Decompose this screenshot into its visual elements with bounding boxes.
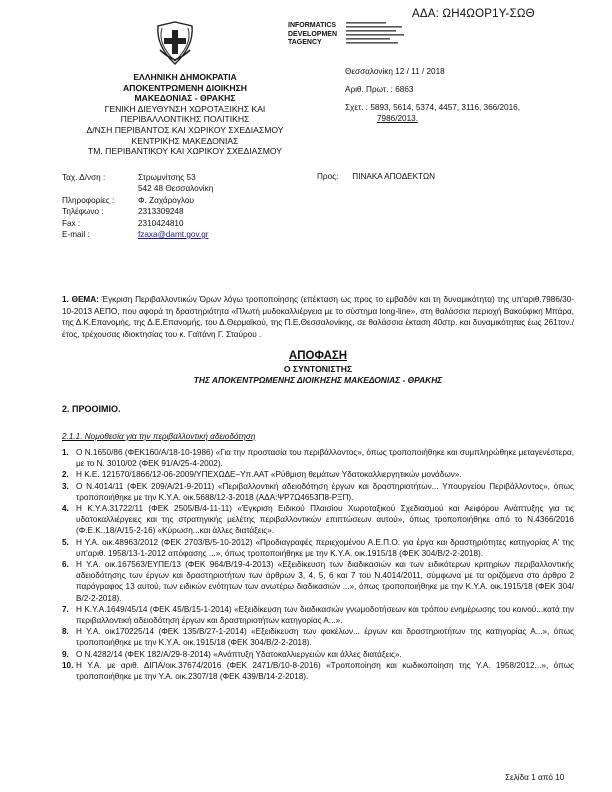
document-date: Θεσσαλονίκη 12 / 11 / 2018 — [345, 67, 445, 76]
list-item-number: 7. — [62, 604, 69, 614]
list-item-text: Η Κ.Υ.Α.1649/45/14 (ΦΕΚ 45/Β/15-1-2014) «Εξειδίκευση των διαδικασιών γνωμοδοτήσεων και τρόπου ενημέρωσης του κοινού...κατά την περιβαλλοντική αδειοδότηση έργων και δραστηριοτήτων κατηγορίας Α...». — [76, 604, 574, 626]
contact-value: 542 48 Θεσσαλονίκη — [138, 184, 214, 194]
list-item — [62, 660, 574, 682]
list-item-number: 10. — [62, 660, 74, 670]
list-item-text: Ο Ν.4014/11 (ΦΕΚ 209/Α/21-9-2011) «Περιβαλλοντική αδειοδότηση έργων και δραστηριοτήτων... Υπουργείου Περιβάλλοντος», όπως τροποποιήθηκε με την Κ.Υ.Α. οικ.5688/12-3-2018 (ΑΔΑ:ΨΡ7Ω4653Π8-ΡΞΠ). — [76, 481, 574, 502]
list-item — [62, 649, 574, 660]
list-item-text: Ο Ν.1650/86 (ΦΕΚ160/Α/18-10-1986) «Για την προστασία του περιβάλλοντος», όπως τροποποιήθηκε και συμπληρώθηκε μεταγενέστερα, με το Ν. 3010/02 (ΦΕΚ 91/Α/25-4-2002). — [76, 448, 574, 469]
contact-key: Fax : — [62, 218, 81, 228]
list-item-text: Η Υ.Α. οικ.167563/ΕΥΠΕ/13 (ΦΕΚ 964/Β/19-4-2013) «Εξειδίκευση των διαδικασιών και των ειδικότερων κριτηρίων περιβαλλοντικής αδειοδότησης των έργων και δραστηριοτήτων των άρθρων 3, 4, 5, 6 και 7 του Ν.4014/2011, σύμφωνα με τα οριζόμενα στο άρθρο 2 παράγραφος 13 αυτού, των ειδικών ενότητων των ανωτέρω διαδικασιών ...», όπως τροποποιήθηκε με την Κ.Υ.Α. οικ.1915/18 (ΦΕΚ 304/Β/2-2-2018). — [76, 560, 574, 603]
list-item — [62, 626, 574, 648]
contact-key: E-mail : — [62, 230, 90, 240]
list-item — [62, 537, 574, 559]
contact-key — [62, 183, 138, 194]
list-item-text: Η Υ.Α. οικ.48963/2012 (ΦΕΚ 2703/Β/5-10-2012) «Προδιαγραφές περιεχομένου Α.Ε.Π.Ο. για έργα και δραστηριότητες κατηγορίας Α' της υπ'αριθ. 1958/13-1-2012 απόφασης ...», όπως τροποποιήθηκε με την Κ.Υ.Α. οικ.1915/18 (ΦΕΚ 304/Β/2-2-2018). — [76, 537, 574, 558]
legislation-list — [62, 447, 574, 682]
contact-value: Φ. Ζαχάρογλου — [138, 195, 194, 205]
list-item — [62, 604, 574, 626]
list-item-text: Η Υ.Α. με αριθ. ΔΙΠΑ/οικ.37674/2016 (ΦΕΚ 2471/Β/10-8-2016) «Τροποποίηση και κωδικοποίηση της Υ.Α. 1958/2012...», όπως τροποποιήθηκε με την Υ.Α. οικ.2307/18 (ΦΕΚ 439/Β/14-2-2018). — [76, 660, 574, 682]
recipient-line — [317, 172, 435, 181]
page-number: Σελίδα 1 από 10 — [505, 773, 565, 782]
authority-line: ΚΕΝΤΡΙΚΗΣ ΜΑΚΕΔΟΝΙΑΣ — [131, 135, 239, 146]
list-item-number: 3. — [62, 481, 69, 491]
email-link[interactable]: fzaxa@damt.gov.gr — [138, 230, 209, 240]
subsection-heading: 2.1.1. Νομοθεσία για την περιβαλλοντική αδειοδότηση — [62, 432, 256, 441]
contact-key: Πληροφορίες : — [62, 195, 115, 205]
contact-key: Τηλέφωνο : — [62, 207, 104, 217]
list-item-text: Η Υ.Α. οικ170225/14 (ΦΕΚ 135/Β/27-1-2014) «Εξειδίκευση των φακέλων... έργων και δραστηριοτήτων της κατηγορίας Α...», όπως τροποποιήθηκε με την Κ.Υ.Α. οικ.1915/18 (ΦΕΚ 304/Β/2-2-2018). — [76, 627, 574, 648]
greek-emblem-icon — [152, 20, 198, 66]
subject-label: 1. ΘΕΜΑ: — [62, 295, 99, 304]
contact-row — [62, 183, 213, 194]
list-item — [62, 503, 574, 537]
list-item — [62, 481, 574, 503]
section-2-heading: 2. ΠΡΟΟΙΜΙΟ. — [62, 404, 121, 414]
authority-line: ΤΜ. ΠΕΡΙΒΑΝΤΙΚΟΥ ΚΑΙ ΧΩΡΙΚΟΥ ΣΧΕΔΙΑΣΜΟΥ — [88, 146, 282, 157]
related-line-2: 7986/2013. — [377, 114, 418, 123]
protocol-number: Αριθ. Πρωτ. : 6863 — [345, 85, 414, 94]
list-item — [62, 469, 574, 480]
list-item-number: 9. — [62, 649, 69, 659]
subject-paragraph — [62, 294, 574, 341]
list-item — [62, 447, 574, 469]
fineprint-lines — [346, 21, 410, 47]
list-item-number: 2. — [62, 470, 69, 480]
decision-heading — [62, 350, 574, 385]
decision-authority: ΤΗΣ ΑΠΟΚΕΝΤΡΩΜΕΝΗΣ ΔΙΟΙΚΗΣΗΣ ΜΑΚΕΔΟΝΙΑΣ - ΘΡΑΚΗΣ — [193, 375, 443, 385]
issuing-authority-block — [20, 72, 350, 157]
contact-row — [62, 195, 213, 206]
list-item-text: Η Κ.Ε. 121570/1866/12-06-2009/ΥΠΕΧΩΔΕ–Υπ.ΑΑΤ «Ρύθμιση θεμάτων Υδατοκαλλιεργητικών μονάδων». — [76, 470, 462, 480]
contact-key: Ταχ. Δ/νση : — [62, 173, 106, 182]
authority-line: ΠΕΡΙΒΑΛΛΟΝΤΙΚΗΣ ΠΟΛΙΤΙΚΗΣ — [120, 114, 250, 125]
document-reference-block — [345, 66, 520, 124]
contact-value: Στρωμνίτσης 53 — [138, 173, 196, 182]
authority-line: ΓΕΝΙΚΗ ΔΙΕΥΘΥΝΣΗ ΧΩΡΟΤΑΞΙΚΗΣ ΚΑΙ — [104, 103, 266, 114]
recipient-value: ΠΙΝΑΚΑ ΑΠΟΔΕΚΤΩΝ — [352, 172, 435, 181]
contact-row — [62, 206, 213, 217]
related-line-1: Σχετ. : 5893, 5614, 5374, 4457, 3116, 366/2016, — [345, 103, 520, 112]
list-item-text: Η Κ.Υ.Α.31722/11 (ΦΕΚ 2505/Β/4-11-11) «Έγκριση Ειδικού Πλαισίου Χωροταξικού Σχεδιασμού και Αειφόρου Ανάπτυξης για τις υδατοκαλλιέργειες και της στρατηγικής μελέτης περιβαλλοντικών επιπτώσεων αυτού», όπως τροποποιήθηκε από το Ν.4366/2016 (Φ.Ε.Κ..18/Α/15-2-16) «Κύρωση...και άλλες διατάξεις». — [76, 504, 574, 536]
ada-code: ΑΔΑ: ΩΗ4ΩΟΡ1Υ-ΣΩΘ — [412, 8, 535, 20]
list-item-number: 1. — [62, 448, 69, 457]
subject-text: Έγκριση Περιβαλλοντικών Όρων λόγω τροποποίησης (επέκταση ως προς το εμβαδόν και τη δυναμικότητα) της υπ'αριθ.7986/30-10-2013 ΑΕΠΟ, που αφορά τη δραστηριότητα «Πλωτή μυδοκαλλιέργεια με το σύστημα long-line», στη θαλάσσια περιοχή Βακούφικη Μπάρα, της Δ.Κ.Επανομής, της Δ.Ε.Επανομής, του Δ.Θερμαϊκού, της Π.Ε.Θεσσαλονίκης, σε θαλάσσια έκταση 40στρ. και δυναμικότητας έως 261τον./έτος, τρέχουσας ιδιοκτησίας του κ. Γαϊτάνη Γ. Σταύρου . — [62, 295, 574, 340]
contact-value: 2313309248 — [138, 207, 184, 217]
contact-row — [62, 172, 213, 183]
informatics-agency-label: INFORMATICS DEVELOPMEN TAGENCY — [288, 22, 338, 46]
list-item-number: 4. — [62, 504, 69, 514]
recipient-label: Προς: — [317, 172, 339, 181]
authority-line: ΜΑΚΕΔΟΝΙΑΣ - ΘΡΑΚΗΣ — [134, 93, 236, 104]
list-item-number: 6. — [62, 560, 69, 570]
list-item-number: 5. — [62, 537, 69, 547]
list-item-text: Ο Ν.4282/14 (ΦΕΚ 182/Α/29-8-2014) «Ανάπτυξη Υδατοκαλλιεργειών και άλλες διατάξεις». — [76, 649, 402, 659]
authority-line: Δ/ΝΣΗ ΠΕΡΙΒΑΝΤΟΣ ΚΑΙ ΧΩΡΙΚΟΥ ΣΧΕΔΙΑΣΜΟΥ — [86, 124, 284, 135]
contact-details — [62, 172, 213, 240]
authority-line: ΕΛΛΗΝΙΚΗ ΔΗΜΟΚΡΑΤΙΑ — [133, 72, 237, 82]
contact-row — [62, 218, 213, 229]
contact-row — [62, 229, 213, 240]
informatics-agency-fineprint — [346, 21, 410, 48]
related-documents — [345, 102, 520, 124]
list-item — [62, 559, 574, 604]
authority-line: ΑΠΟΚΕΝΤΡΩΜΕΝΗ ΔΙΟΙΚΗΣΗ — [123, 82, 247, 93]
list-item-number: 8. — [62, 627, 69, 637]
decision-subtitle: Ο ΣΥΝΤΟΝΙΣΤΗΣ — [283, 364, 353, 374]
decision-title: ΑΠΟΦΑΣΗ — [288, 350, 348, 362]
contact-value: 2310424810 — [138, 218, 184, 228]
